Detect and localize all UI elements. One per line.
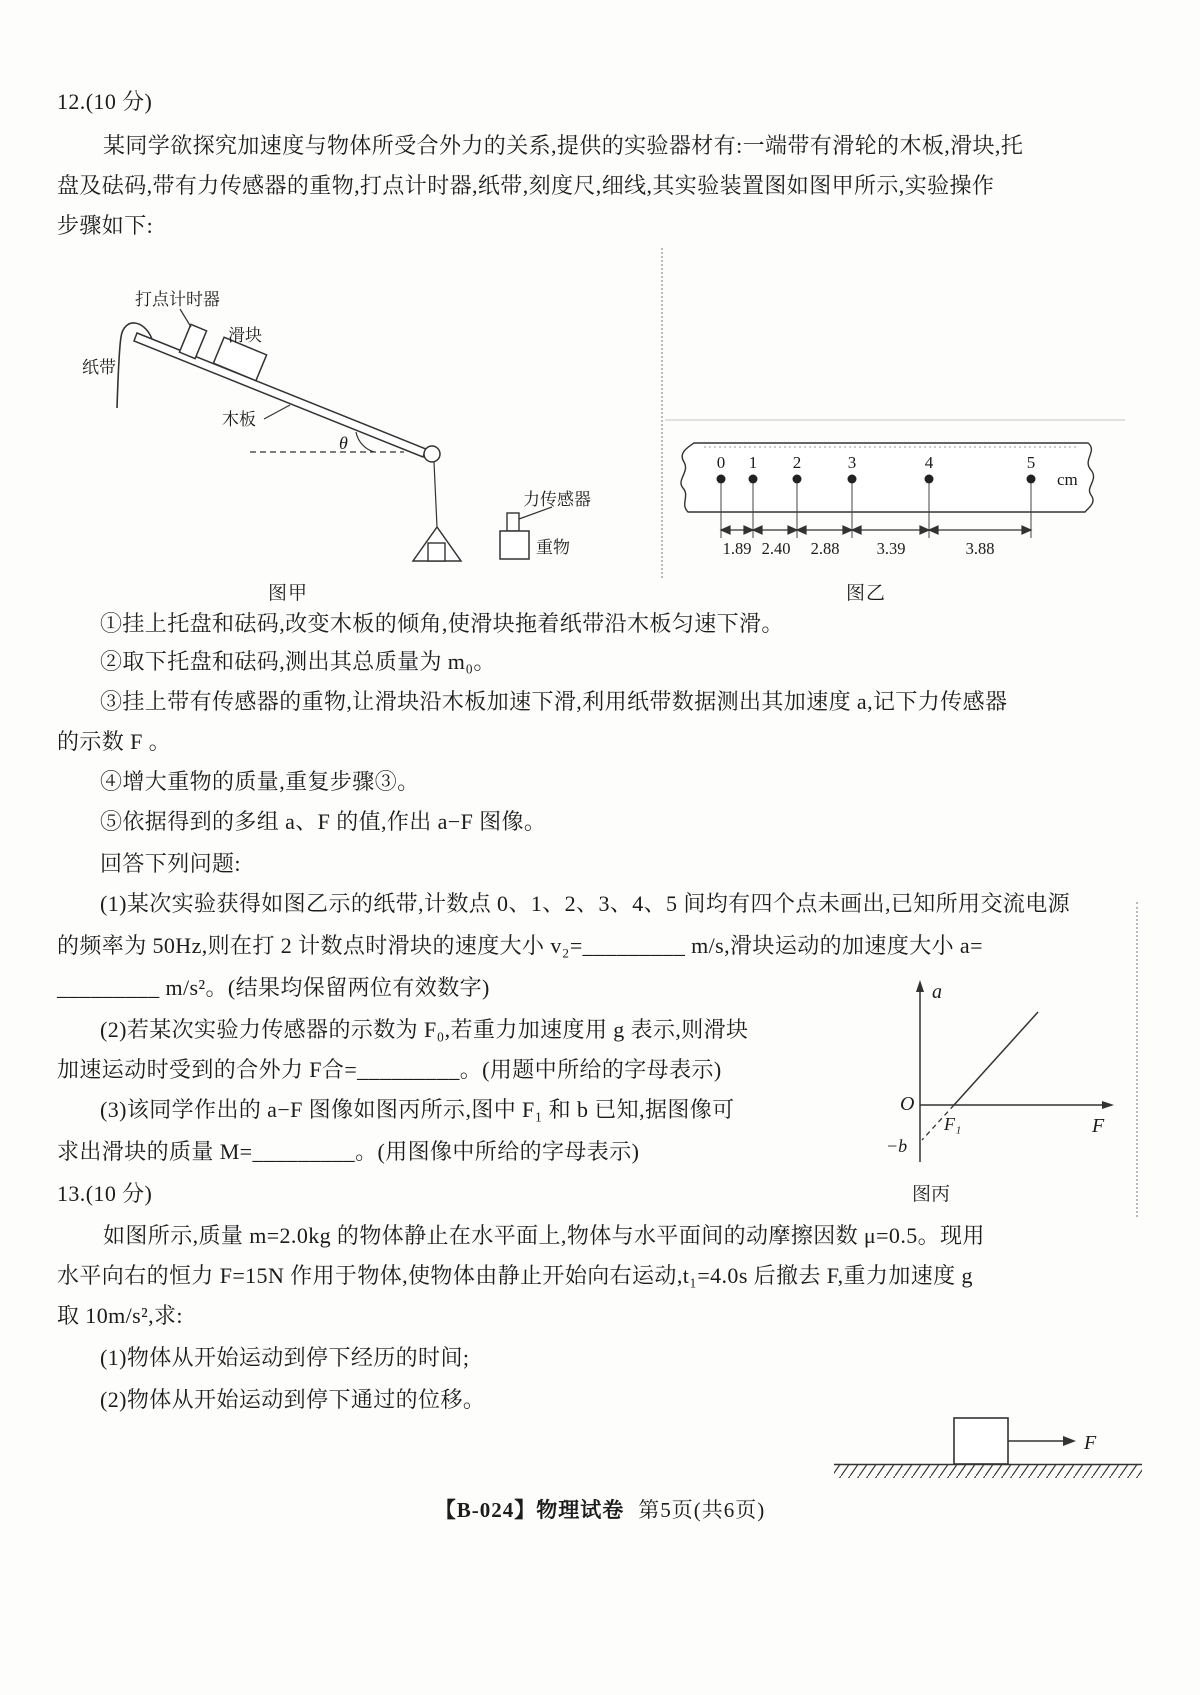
- q12-sub1-line-2: 的频率为 50Hz,则在打 2 计数点时滑块的速度大小 v₂=_________ m/s,滑块运动的加速度大小 a=: [57, 933, 983, 958]
- weight-box: [500, 531, 529, 559]
- board: [134, 333, 426, 457]
- svg-text:2: 2: [792, 453, 802, 472]
- figure-q13-block-diagram: [760, 1398, 1160, 1498]
- weight-label: 重物: [536, 538, 570, 557]
- q13-sub-2: (2)物体从开始运动到停下通过的位移。: [100, 1387, 486, 1412]
- q13-body-line-2: 水平向右的恒力 F=15N 作用于物体,使物体由静止开始向右运动,t₁=4.0s 后撤去 F,重力加速度 g: [57, 1263, 973, 1288]
- block: [954, 1418, 1008, 1464]
- force-sensor-label: 力传感器: [523, 490, 591, 509]
- q12-step-3: ③挂上带有传感器的重物,让滑块沿木板加速下滑,利用纸带数据测出其加速度 a,记下力传感器: [100, 689, 1008, 714]
- svg-text:2.88: 2.88: [810, 539, 840, 558]
- q12-sub1-line-1: (1)某次实验获得如图乙示的纸带,计数点 0、1、2、3、4、5 间均有四个点未画出,已知所用交流电源: [100, 891, 1071, 916]
- q12-intro-line-2: 盘及砝码,带有力传感器的重物,打点计时器,纸带,刻度尺,细线,其实验装置图如图甲所示,实验操作: [57, 173, 995, 198]
- figure-bing-caption: 图丙: [912, 1184, 951, 1205]
- x-axis-label: F: [1092, 1115, 1105, 1137]
- x-intercept-label: F₁: [944, 1114, 962, 1134]
- q12-step-2: ②取下托盘和砝码,测出其总质量为 m₀。: [100, 649, 496, 674]
- figure-bing-aF-graph: [830, 900, 1150, 1220]
- q12-step-3-wrap: 的示数 F 。: [57, 729, 172, 754]
- q12-sub1-line-3: _________ m/s²。(结果均保留两位有效数字): [57, 975, 490, 1000]
- svg-text:3.39: 3.39: [876, 539, 906, 558]
- data-line: [954, 1012, 1038, 1105]
- q12-answer-prompt: 回答下列问题:: [100, 851, 241, 876]
- svg-text:2.40: 2.40: [761, 539, 791, 558]
- figure-yi-caption: 图乙: [846, 583, 887, 604]
- ground-hatching: [834, 1465, 1142, 1478]
- ticker-timer-pointer: [180, 309, 191, 327]
- ticker-timer-box: [179, 324, 206, 358]
- figure-jia-apparatus-diagram: [60, 245, 640, 575]
- dotted-divider: [1136, 902, 1138, 1217]
- q13-body-line-3: 取 10m/s²,求:: [57, 1303, 183, 1328]
- force-arrow-head: [1063, 1436, 1076, 1446]
- origin-label: O: [900, 1093, 915, 1115]
- slider-label: 滑块: [228, 326, 262, 345]
- board-label: 木板: [222, 410, 256, 429]
- force-sensor-box: [507, 513, 519, 531]
- q12-sub2-line-1: (2)若某次实验力传感器的示数为 F₀,若重力加速度用 g 表示,则滑块: [100, 1017, 749, 1042]
- paper-code: 【B-024】物理试卷: [434, 1498, 625, 1522]
- q12-intro-line-1: 某同学欲探究加速度与物体所受合外力的关系,提供的实验器材有:一端带有滑轮的木板,滑块,托: [103, 133, 1024, 158]
- interval-distances: [723, 539, 995, 558]
- paper-tape-label: 纸带: [82, 358, 116, 377]
- x-axis-arrow: [1102, 1101, 1114, 1109]
- svg-text:3.88: 3.88: [965, 539, 995, 558]
- q13-body-line-1: 如图所示,质量 m=2.0kg 的物体静止在水平面上,物体与水平面间的动摩擦因数 μ=0.5。现用: [103, 1223, 985, 1248]
- y-axis-label: a: [932, 981, 942, 1003]
- paper-tape-curve: [117, 323, 152, 408]
- hanger-weight-box: [428, 543, 445, 561]
- string: [434, 462, 437, 527]
- page-number: 第5页(共6页): [638, 1498, 766, 1522]
- svg-text:1: 1: [748, 453, 758, 472]
- q12-sub2-line-2: 加速运动时受到的合外力 F合=_________。(用题中所给的字母表示): [57, 1057, 722, 1082]
- force-label: F: [1084, 1432, 1097, 1454]
- q12-step-1: ①挂上托盘和砝码,改变木板的倾角,使滑块拖着纸带沿木板匀速下滑。: [100, 611, 784, 636]
- y-axis-arrow: [916, 980, 924, 992]
- y-intercept-label: −b: [886, 1136, 908, 1156]
- q12-number: 12.(10 分): [57, 89, 153, 114]
- board-pointer: [264, 405, 290, 419]
- svg-text:1.89: 1.89: [722, 539, 752, 558]
- pulley: [424, 446, 440, 462]
- q12-sub3-line-2: 求出滑块的质量 M=_________。(用图像中所给的字母表示): [57, 1139, 640, 1164]
- theta-label: θ: [339, 433, 348, 453]
- figure-jia-caption: 图甲: [268, 583, 309, 604]
- dimension-arrows: [721, 526, 1031, 534]
- svg-text:5: 5: [1026, 453, 1036, 472]
- tape-unit-label: cm: [1057, 470, 1078, 489]
- q12-intro-line-3: 步骤如下:: [57, 213, 154, 238]
- q12-step-4: ④增大重物的质量,重复步骤③。: [100, 769, 420, 794]
- svg-text:4: 4: [924, 453, 934, 472]
- q12-sub3-line-1: (3)该同学作出的 a−F 图像如图丙所示,图中 F₁ 和 b 已知,据图像可: [100, 1097, 735, 1122]
- page-footer: [0, 1494, 1200, 1524]
- ticker-timer-label: 打点计时器: [135, 290, 220, 309]
- figure-yi-tape-diagram: [620, 390, 1150, 570]
- q13-sub-1: (1)物体从开始运动到停下经历的时间;: [100, 1345, 470, 1370]
- svg-text:0: 0: [716, 453, 726, 472]
- q12-step-5: ⑤依据得到的多组 a、F 的值,作出 a−F 图像。: [100, 809, 547, 834]
- svg-text:3: 3: [847, 453, 857, 472]
- q13-number: 13.(10 分): [57, 1181, 153, 1206]
